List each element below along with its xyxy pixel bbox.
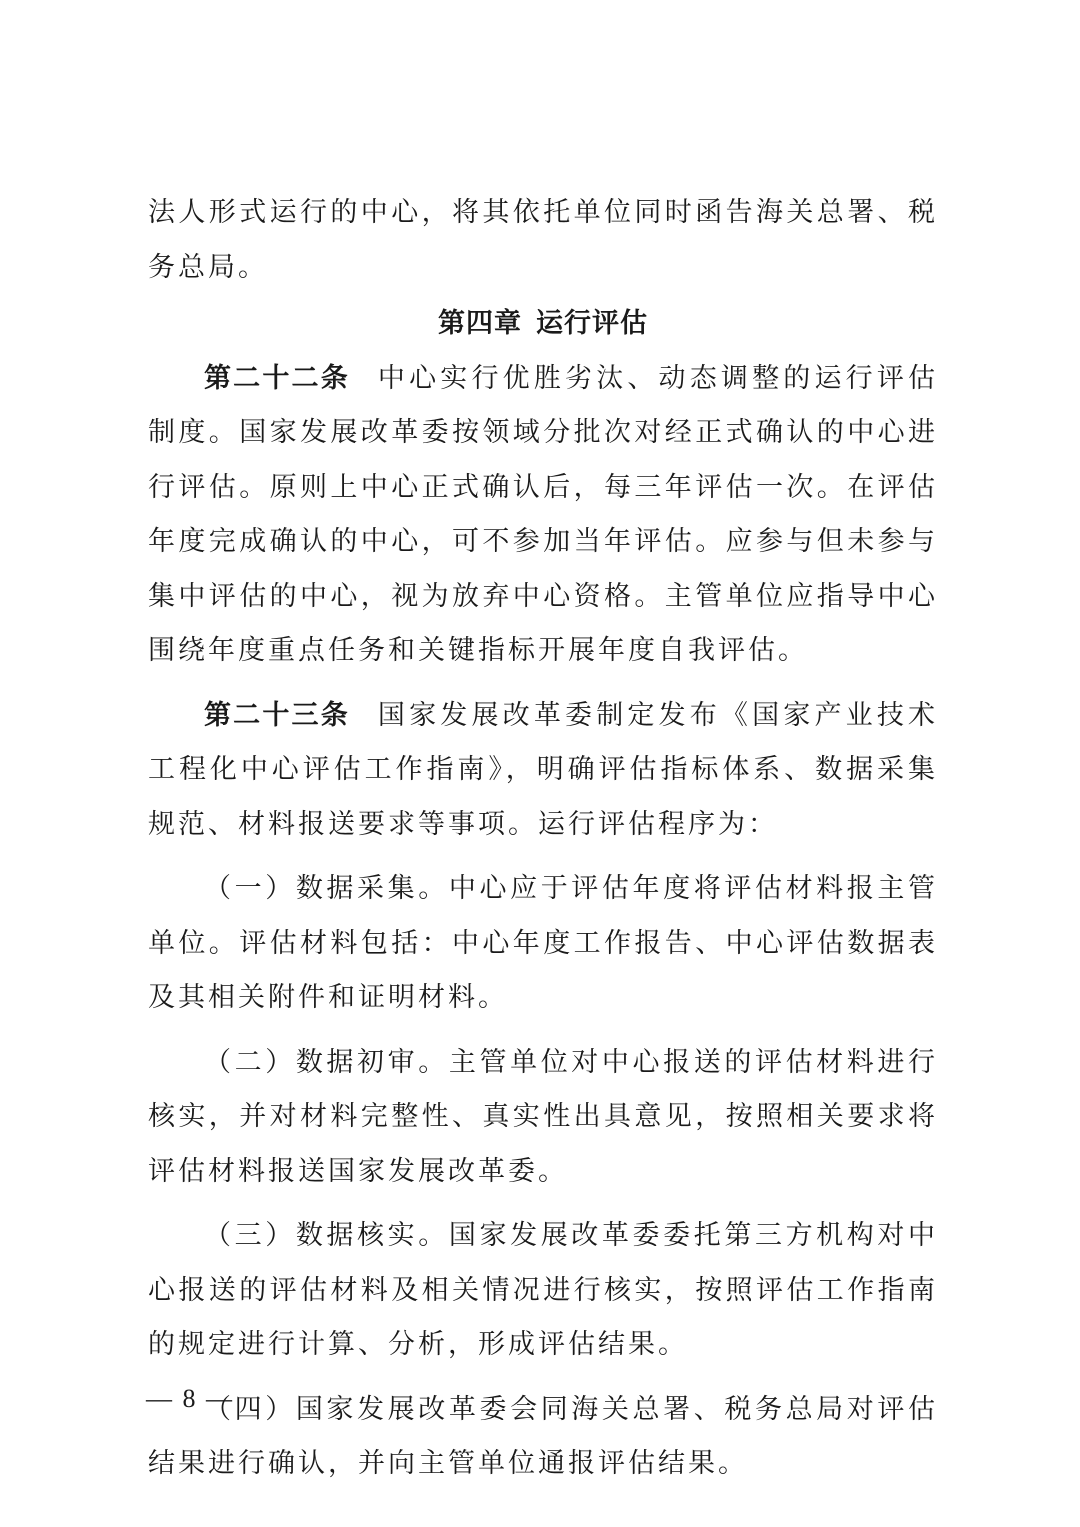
document-body — [148, 186, 938, 1492]
article-23 — [148, 689, 938, 853]
chapter-title: 运行评估 — [536, 308, 648, 339]
article-22-text: 中心实行优胜劣汰、动态调整的运行评估制度。国家发展改革委按领域分批次对经正式确认的中心进行评估。原则上中心正式确认后，每三年评估一次。在评估年度完成确认的中心，可不参加当年评估。应参与但未参与集中评估的中心，视为放弃中心资格。主管单位应指导中心围绕年度重点任务和关键指标开展年度自我评估。 — [148, 362, 939, 666]
chapter-heading — [148, 297, 938, 352]
procedure-item-2: （二）数据初审。主管单位对中心报送的评估材料进行核实，并对材料完整性、真实性出具意见，按照相关要求将评估材料报送国家发展改革委。 — [148, 1046, 938, 1187]
article-23-text: 国家发展改革委制定发布《国家产业技术工程化中心评估工作指南》，明确评估指标体系、数据采集规范、材料报送要求等事项。运行评估程序为： — [148, 699, 939, 840]
procedure-item-1: （一）数据采集。中心应于评估年度将评估材料报主管单位。评估材料包括：中心年度工作报告、中心评估数据表及其相关附件和证明材料。 — [148, 873, 938, 1013]
article-22 — [148, 352, 938, 679]
chapter-number: 第四章 — [438, 308, 522, 339]
article-23-label: 第二十三条 — [204, 699, 350, 731]
continuation-paragraph: 法人形式运行的中心，将其依托单位同时函告海关总署、税务总局。 — [148, 197, 938, 283]
page-number: — 8 — — [146, 1384, 234, 1413]
procedure-item-4: （四）国家发展改革委会同海关总署、税务总局对评估结果进行确认，并向主管单位通报评估结果。 — [148, 1393, 938, 1479]
article-22-label: 第二十二条 — [204, 362, 350, 394]
procedure-item-3: （三）数据核实。国家发展改革委委托第三方机构对中心报送的评估材料及相关情况进行核实，按照评估工作指南的规定进行计算、分析，形成评估结果。 — [148, 1220, 938, 1360]
